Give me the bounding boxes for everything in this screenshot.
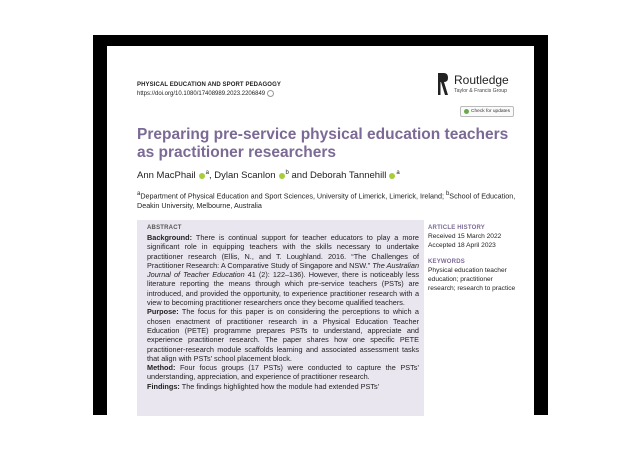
routledge-logo-icon [436,71,450,97]
publisher-name: Routledge [454,73,509,87]
orcid-icon[interactable] [199,173,205,179]
purpose-label: Purpose: [147,307,179,317]
orcid-icon[interactable] [389,173,395,179]
abstract-heading: ABSTRACT [147,225,182,231]
publisher-subtitle: Taylor & Francis Group [454,88,508,94]
author-affiliation-mark: a [205,170,209,176]
check-updates-icon [464,109,469,114]
background-label: Background: [147,233,192,242]
history-heading: ARTICLE HISTORY [428,225,486,231]
background-journal: The Australian Journal of Teacher Education [147,260,420,280]
doi-line[interactable] [137,90,274,97]
received-date: Received 15 March 2022 [428,233,502,240]
affiliation-b: School of Education, Deakin University, Melbourne, Australia [137,191,516,211]
article-title: Preparing pre-service physical education teachers as practitioner researchers [137,126,509,161]
findings-label: Findings: [147,381,180,391]
author-name[interactable]: Deborah Tannehill [310,170,387,182]
doi-link[interactable]: https://doi.org/10.1080/17408989.2023.2206849 [137,91,266,98]
method-text: Four focus groups (17 PSTs) were conducted to capture the PSTs’ understanding, appreciation, and experience of practitioner research. [147,363,419,382]
method-label: Method: [147,363,176,373]
author-separator: , [208,170,212,182]
author-list [137,170,400,181]
author-separator: and [291,170,308,182]
affiliations [137,189,517,211]
abstract-body [147,233,419,391]
check-updates-label: Check for updates [471,109,510,114]
open-access-icon [267,90,274,97]
journal-name: PHYSICAL EDUCATION AND SPORT PEDAGOGY [137,82,281,88]
check-updates-button[interactable] [460,106,514,117]
abstract-box [137,220,424,416]
paper-page [107,46,534,416]
author-name[interactable]: Ann MacPhail [137,170,196,182]
background-text: There is continual support for teacher educators to play a more significant role in equipping teachers with the skills necessary to undertake practitioner research (Ellis, N., and T. Loughland. 2016. “The Challenges of Practitioner Research: A Comparative Study of Singapore and NSW.” [147,233,419,270]
author-affiliation-mark: a [396,170,400,176]
affiliation-mark: b [445,191,450,197]
background-text-cont: 41 (2): 122–136). However, there is noticeably less literature reporting the means through which pre-service teachers (PSTs) are introduced, and provided the opportunity, to experience practitioner research with a view to becoming practitioner researchers once they become qualified teachers. [147,270,419,308]
keywords-text: Physical education teacher education; practitioner research; research to practice [428,267,516,292]
affiliation-a: Department of Physical Education and Sport Sciences, University of Limerick, Limerick, Ireland; [140,191,444,201]
accepted-date: Accepted 18 April 2023 [428,242,496,249]
keywords-heading: KEYWORDS [428,259,465,265]
author-name[interactable]: Dylan Scanlon [214,170,276,182]
findings-text: The findings highlighted how the module had extended PSTs’ [181,381,380,391]
orcid-icon[interactable] [279,173,285,179]
purpose-text: The focus for this paper is on considering the perceptions to which a chosen enactment of practitioner research in a Physical Education Teacher Education (PETE) programme prepares PSTs to understand, appreciate and experience practitioner research. The paper shares how one specific PETE practitioner-research module scaffolds learning and associated assessment tasks that align with PSTs’ school placement block. [147,307,419,363]
affiliation-mark: a [137,191,141,197]
author-affiliation-mark: b [285,170,289,176]
